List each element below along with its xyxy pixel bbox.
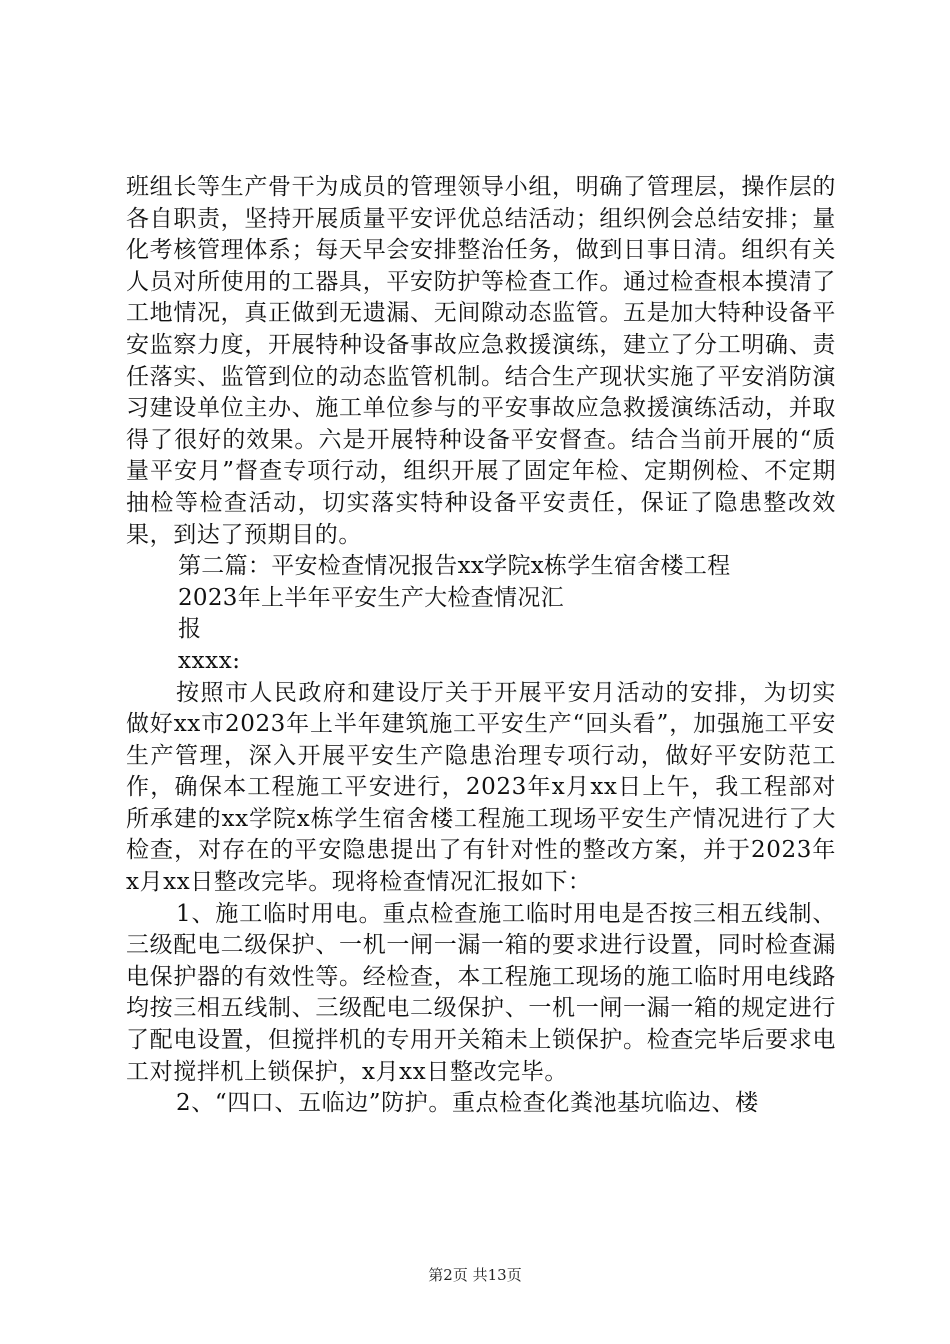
section-heading-line-3: 报 [178,616,202,643]
page-number-footer: 第2页 共13页 [428,1266,522,1284]
item-1-paragraph: 1、施工临时用电。重点检查施工临时用电是否按三相五线制、三级配电二级保护、一机一闸一漏一箱的要求进行设置，同时检查漏电保护器的有效性等。经检查，本工程施工现场的施工临时用电线路均按三相五线制、三级配电二级保护、一机一闸一漏一箱的规定进行了配电设置，但搅拌机的专用开关箱未上锁保护。检查完毕后要求电工对搅拌机上锁保护，x月xx日整改完毕。 [126,900,836,1085]
section-heading-line-1: 第二篇：平安检查情况报告xx学院x栋学生宿舍楼工程 [178,553,731,580]
document-body [126,172,836,1120]
section-heading-line-2: 2023年上半年平安生产大检查情况汇 [178,584,564,611]
salutation: xxxx: [178,647,241,674]
continued-paragraph: 班组长等生产骨干为成员的管理领导小组，明确了管理层，操作层的各自职责，坚持开展质量平安评优总结活动；组织例会总结安排；量化考核管理体系；每天早会安排整治任务，做到日事日清。组织有关人员对所使用的工器具，平安防护等检查工作。通过检查根本摸清了工地情况，真正做到无遗漏、无间隙动态监管。五是加大特种设备平安监察力度，开展特种设备事故应急救援演练，建立了分工明确、责任落实、监管到位的动态监管机制。结合生产现状实施了平安消防演习建设单位主办、施工单位参与的平安事故应急救援演练活动，并取得了很好的效果。六是开展特种设备平安督查。结合当前开展的“质量平安月”督查专项行动，组织开展了固定年检、定期例检、不定期抽检等检查活动，切实落实特种设备平安责任，保证了隐患整改效果，到达了预期目的。 [126,174,836,548]
item-2-paragraph: 2、“四口、五临边”防护。重点检查化粪池基坑临边、楼 [176,1090,759,1117]
intro-paragraph: 按照市人民政府和建设厅关于开展平安月活动的安排，为切实做好xx市2023年上半年建筑施工平安生产“回头看”，加强施工平安生产管理，深入开展平安生产隐患治理专项行动，做好平安防范工作，确保本工程施工平安进行，2023年x月xx日上午，我工程部对所承建的xx学院x栋学生宿舍楼工程施工现场平安生产情况进行了大检查，对存在的平安隐患提出了有针对性的整改方案，并于2023年x月xx日整改完毕。现将检查情况汇报如下： [126,679,836,896]
